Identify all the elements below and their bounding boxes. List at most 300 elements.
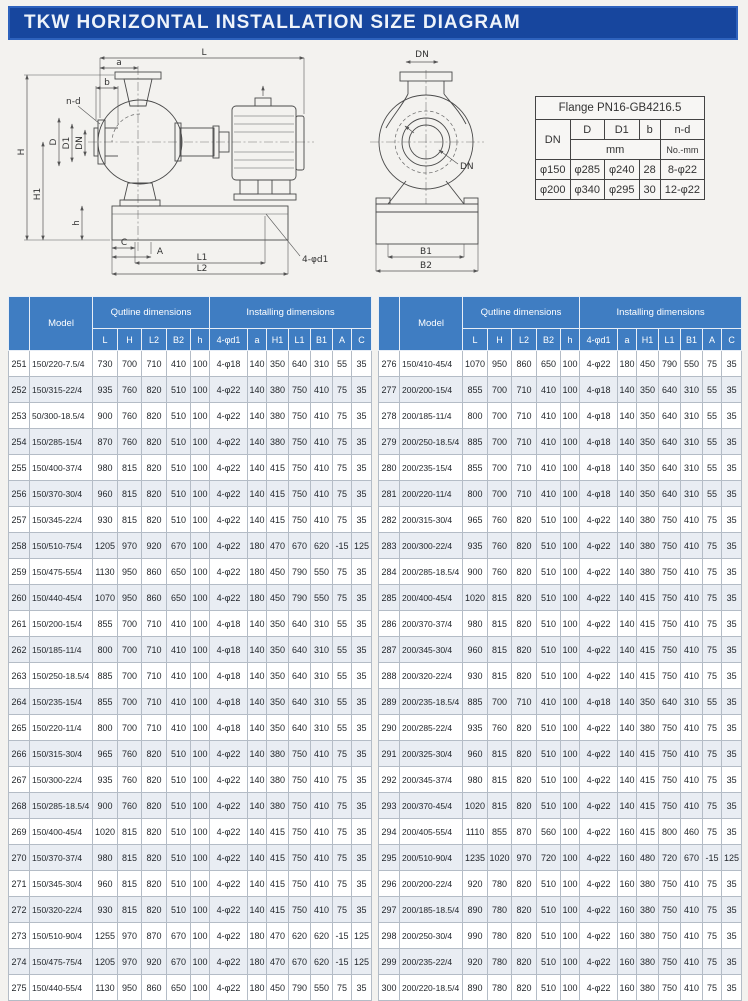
dimension-cell: 450 xyxy=(267,559,289,585)
dimension-cell: 700 xyxy=(488,429,512,455)
dimension-cell: 750 xyxy=(659,949,681,975)
dimension-cell: 4-φ18 xyxy=(580,455,618,481)
table-row xyxy=(379,507,742,533)
dimension-cell: 140 xyxy=(618,611,637,637)
dimension-cell: 4-φ18 xyxy=(210,637,248,663)
dim-label-H: H xyxy=(17,148,27,156)
row-index-cell: 261 xyxy=(9,611,30,637)
dimension-cell: 140 xyxy=(618,715,637,741)
dimension-cell: 100 xyxy=(561,845,580,871)
dimension-cell: 180 xyxy=(248,923,267,949)
dimension-cell: 640 xyxy=(289,715,311,741)
dimension-cell: 410 xyxy=(537,455,561,481)
dimension-cell: 35 xyxy=(722,533,742,559)
dimension-cell: 410 xyxy=(681,507,703,533)
dimension-cell: 100 xyxy=(191,455,210,481)
dimension-cell: 310 xyxy=(311,637,333,663)
model-cell: 150/440-45/4 xyxy=(30,585,93,611)
dimension-cell: 670 xyxy=(167,949,191,975)
dimension-cell: 35 xyxy=(722,741,742,767)
dimension-cell: 380 xyxy=(637,559,659,585)
dimension-cell: 4-φ22 xyxy=(210,429,248,455)
dimension-cell: 800 xyxy=(93,715,118,741)
dimension-cell: 100 xyxy=(561,377,580,403)
dimension-cell: 960 xyxy=(93,871,118,897)
dimension-cell: 410 xyxy=(311,429,333,455)
dimension-cell: 990 xyxy=(463,923,488,949)
dimension-cell: 900 xyxy=(93,793,118,819)
dim-label-L2: L2 xyxy=(196,264,208,274)
row-index-cell: 252 xyxy=(9,377,30,403)
header-L: L xyxy=(93,329,118,351)
dimension-cell: 35 xyxy=(722,611,742,637)
model-cell: 200/320-22/4 xyxy=(400,663,463,689)
dimension-cell: 35 xyxy=(722,819,742,845)
dimension-cell: 415 xyxy=(637,741,659,767)
dimension-cell: 140 xyxy=(248,845,267,871)
dimension-cell: 750 xyxy=(659,663,681,689)
table-row xyxy=(9,533,372,559)
dimension-cell: 640 xyxy=(289,351,311,377)
dimension-cell: 75 xyxy=(333,871,352,897)
dimension-cell: 415 xyxy=(637,611,659,637)
dimension-cell: 410 xyxy=(311,377,333,403)
dimension-cell: 700 xyxy=(488,377,512,403)
dimension-cell: 410 xyxy=(311,481,333,507)
model-cell: 200/345-37/4 xyxy=(400,767,463,793)
dimension-cell: 820 xyxy=(142,767,167,793)
header-model: Model xyxy=(400,297,463,351)
dimension-cell: 55 xyxy=(333,637,352,663)
table-row xyxy=(379,455,742,481)
flange-table-title: Flange PN16-GB4216.5 xyxy=(536,97,705,120)
dim-label-D1: D1 xyxy=(62,136,72,150)
header-4-d1: 4-φd1 xyxy=(210,329,248,351)
dimension-cell: 560 xyxy=(537,819,561,845)
dimension-cell: 460 xyxy=(681,819,703,845)
dimension-cell: 75 xyxy=(333,819,352,845)
dimension-cell: 750 xyxy=(659,793,681,819)
dimension-cell: 410 xyxy=(681,793,703,819)
dimension-cell: 950 xyxy=(118,585,142,611)
dimension-cell: 510 xyxy=(537,663,561,689)
dim-label-4-d1: 4-φd1 xyxy=(302,255,329,265)
dimension-cell: 100 xyxy=(191,351,210,377)
dimension-cell: 75 xyxy=(703,533,722,559)
row-index-cell: 256 xyxy=(9,481,30,507)
dimension-cell: 140 xyxy=(248,637,267,663)
title-banner xyxy=(8,6,738,40)
dimension-cell: 100 xyxy=(561,637,580,663)
table-row xyxy=(9,611,372,637)
row-index-cell: 293 xyxy=(379,793,400,819)
dimension-cell: 510 xyxy=(537,871,561,897)
dimension-cell: 670 xyxy=(167,923,191,949)
dimension-cell: 75 xyxy=(703,871,722,897)
model-cell: 200/405-55/4 xyxy=(400,819,463,845)
dimension-cell: 75 xyxy=(333,793,352,819)
dimension-cell: 710 xyxy=(142,351,167,377)
dimension-cell: 100 xyxy=(561,481,580,507)
dimension-cell: 75 xyxy=(333,845,352,871)
dimension-cell: 100 xyxy=(561,897,580,923)
dimension-cell: 4-φ22 xyxy=(210,741,248,767)
dimension-cell: 790 xyxy=(289,975,311,1001)
header-L1: L1 xyxy=(659,329,681,351)
dimension-cell: 380 xyxy=(637,507,659,533)
dimension-cell: 100 xyxy=(561,871,580,897)
model-cell: 150/250-18.5/4 xyxy=(30,663,93,689)
dim-label-L1: L1 xyxy=(196,253,208,263)
row-index-cell: 258 xyxy=(9,533,30,559)
dimension-cell: 1255 xyxy=(93,923,118,949)
dimension-cell: 160 xyxy=(618,949,637,975)
dimension-cell: 920 xyxy=(463,871,488,897)
dimension-cell: 310 xyxy=(681,689,703,715)
dimension-cell: 650 xyxy=(167,975,191,1001)
dimension-cell: 35 xyxy=(352,559,372,585)
dimension-cell: 4-φ22 xyxy=(580,767,618,793)
dimension-cell: 890 xyxy=(463,897,488,923)
dimension-cell: 640 xyxy=(659,455,681,481)
dimension-cell: 820 xyxy=(512,741,537,767)
dimension-cell: 620 xyxy=(289,923,311,949)
dimension-cell: 510 xyxy=(167,767,191,793)
dimension-cell: 935 xyxy=(93,767,118,793)
dimension-cell: 750 xyxy=(659,507,681,533)
dimension-cell: 35 xyxy=(722,481,742,507)
row-index-cell: 295 xyxy=(379,845,400,871)
dimension-cell: 470 xyxy=(267,533,289,559)
dimension-cell: 410 xyxy=(311,845,333,871)
table-row xyxy=(379,663,742,689)
dimension-cell: 750 xyxy=(289,793,311,819)
dimension-cell: 1205 xyxy=(93,949,118,975)
dimension-cell: 750 xyxy=(659,715,681,741)
dimension-cell: 620 xyxy=(311,533,333,559)
dimension-cell: 650 xyxy=(537,351,561,377)
dimension-cell: 35 xyxy=(722,923,742,949)
header-B1: B1 xyxy=(311,329,333,351)
dimension-cell: 870 xyxy=(93,429,118,455)
dimension-cell: 35 xyxy=(352,637,372,663)
dimension-cell: 820 xyxy=(142,507,167,533)
dimension-cell: 410 xyxy=(167,637,191,663)
table-row xyxy=(9,507,372,533)
dimension-cell: 550 xyxy=(311,975,333,1001)
dimension-cell: 35 xyxy=(352,715,372,741)
dimension-cell: 710 xyxy=(142,689,167,715)
pump-front-view-diagram xyxy=(358,44,536,284)
row-index-cell: 266 xyxy=(9,741,30,767)
model-cell: 150/285-18.5/4 xyxy=(30,793,93,819)
dimension-cell: 510 xyxy=(167,897,191,923)
dimension-cell: 415 xyxy=(267,897,289,923)
dimension-cell: 815 xyxy=(488,611,512,637)
model-cell: 200/185-18.5/4 xyxy=(400,897,463,923)
dimension-cell: 140 xyxy=(618,637,637,663)
dimension-cell: 380 xyxy=(267,377,289,403)
dimension-cell: 720 xyxy=(537,845,561,871)
dimension-cell: 550 xyxy=(311,559,333,585)
dimension-cell: 750 xyxy=(659,559,681,585)
dimension-cell: 310 xyxy=(681,455,703,481)
dimension-cell: 510 xyxy=(167,741,191,767)
dimension-cell: 870 xyxy=(142,923,167,949)
row-index-cell: 278 xyxy=(379,403,400,429)
dimension-cell: 4-φ18 xyxy=(580,689,618,715)
header-H: H xyxy=(488,329,512,351)
dimension-cell: 35 xyxy=(722,715,742,741)
dimension-cell: 35 xyxy=(722,507,742,533)
dimension-cell: 820 xyxy=(142,871,167,897)
dimension-cell: 100 xyxy=(561,689,580,715)
dimension-cell: 700 xyxy=(488,481,512,507)
dimension-cell: 140 xyxy=(618,741,637,767)
dimension-cell: 510 xyxy=(167,403,191,429)
dimension-cell: 935 xyxy=(463,533,488,559)
dimension-cell: 75 xyxy=(333,403,352,429)
row-index-cell: 274 xyxy=(9,949,30,975)
dimension-cell: 410 xyxy=(681,923,703,949)
dimension-cell: 820 xyxy=(142,897,167,923)
dimension-cell: 100 xyxy=(191,975,210,1001)
model-cell: 150/320-22/4 xyxy=(30,897,93,923)
dimension-cell: 380 xyxy=(637,897,659,923)
flange-cell: 12-φ22 xyxy=(660,180,704,200)
dimension-cell: 510 xyxy=(167,481,191,507)
header-L: L xyxy=(463,329,488,351)
dimension-cell: 900 xyxy=(463,559,488,585)
row-index-cell: 279 xyxy=(379,429,400,455)
dimension-cell: 710 xyxy=(512,377,537,403)
dimension-cell: 140 xyxy=(248,767,267,793)
dimension-cell: 180 xyxy=(248,585,267,611)
dimension-cell: 885 xyxy=(463,689,488,715)
dimension-cell: 415 xyxy=(267,481,289,507)
model-cell: 200/235-15/4 xyxy=(400,455,463,481)
model-cell: 200/220-18.5/4 xyxy=(400,975,463,1001)
dimension-cell: 815 xyxy=(488,585,512,611)
dimension-cell: 415 xyxy=(267,871,289,897)
header-installing-group: Installing dimensions xyxy=(210,297,372,329)
dimension-cell: 100 xyxy=(561,403,580,429)
dimension-cell: 410 xyxy=(311,455,333,481)
table-row xyxy=(379,377,742,403)
dimension-cell: 35 xyxy=(722,663,742,689)
dimension-cell: 800 xyxy=(93,637,118,663)
dimension-cell: 855 xyxy=(463,455,488,481)
model-cell: 150/475-55/4 xyxy=(30,559,93,585)
dimension-cell: 75 xyxy=(333,559,352,585)
dimension-cell: 35 xyxy=(352,689,372,715)
dimension-cell: 960 xyxy=(463,637,488,663)
dimension-cell: 1020 xyxy=(463,793,488,819)
dimension-cell: 35 xyxy=(352,585,372,611)
dimension-cell: 160 xyxy=(618,897,637,923)
dimension-cell: 790 xyxy=(659,351,681,377)
dim-label-n-d: n-d xyxy=(66,97,81,107)
flange-cell: φ240 xyxy=(605,160,640,180)
model-cell: 200/235-18.5/4 xyxy=(400,689,463,715)
dimension-cell: 35 xyxy=(722,377,742,403)
dimension-cell: 75 xyxy=(703,507,722,533)
dimension-cell: 750 xyxy=(659,923,681,949)
dimension-cell: 410 xyxy=(681,871,703,897)
dimension-cell: 410 xyxy=(681,741,703,767)
model-cell: 200/200-22/4 xyxy=(400,871,463,897)
dimension-cell: 900 xyxy=(93,403,118,429)
dimension-cell: 180 xyxy=(248,533,267,559)
installation-table-left xyxy=(8,296,372,1001)
dimension-cell: 700 xyxy=(488,455,512,481)
dimension-cell: 75 xyxy=(703,767,722,793)
dimension-cell: 310 xyxy=(681,403,703,429)
header-L2: L2 xyxy=(142,329,167,351)
dimension-cell: 510 xyxy=(537,559,561,585)
dimension-cell: 790 xyxy=(289,559,311,585)
dimension-cell: 4-φ22 xyxy=(210,793,248,819)
table-row xyxy=(9,585,372,611)
header-4-d1: 4-φd1 xyxy=(580,329,618,351)
dimension-cell: 855 xyxy=(93,611,118,637)
dimension-cell: 35 xyxy=(352,767,372,793)
dimension-cell: 160 xyxy=(618,819,637,845)
dimension-cell: 4-φ22 xyxy=(580,793,618,819)
dimension-cell: 410 xyxy=(311,403,333,429)
dimension-cell: 140 xyxy=(248,351,267,377)
dimension-cell: 4-φ22 xyxy=(210,533,248,559)
row-index-cell: 277 xyxy=(379,377,400,403)
dimension-cell: 75 xyxy=(703,611,722,637)
dimension-cell: 4-φ22 xyxy=(210,481,248,507)
header-index-blank xyxy=(379,297,400,351)
flange-col-d1: D1 xyxy=(605,120,640,140)
dimension-cell: 100 xyxy=(191,533,210,559)
dimension-cell: 820 xyxy=(512,871,537,897)
dimension-cell: 410 xyxy=(167,611,191,637)
dimension-cell: 350 xyxy=(637,689,659,715)
dimension-cell: -15 xyxy=(333,533,352,559)
dimension-cell: 1110 xyxy=(463,819,488,845)
dimension-cell: 820 xyxy=(142,429,167,455)
dimension-cell: 410 xyxy=(537,403,561,429)
dimension-cell: 410 xyxy=(311,871,333,897)
dimension-cell: 55 xyxy=(703,481,722,507)
dimension-cell: 100 xyxy=(191,507,210,533)
dimension-cell: 820 xyxy=(512,585,537,611)
dimension-cell: 415 xyxy=(637,767,659,793)
dimension-cell: 410 xyxy=(311,897,333,923)
dimension-cell: 710 xyxy=(512,481,537,507)
dimension-cell: 140 xyxy=(248,507,267,533)
dimension-cell: 380 xyxy=(267,767,289,793)
row-index-cell: 253 xyxy=(9,403,30,429)
dimension-cell: 380 xyxy=(267,429,289,455)
dimension-cell: 75 xyxy=(703,663,722,689)
dimension-cell: 75 xyxy=(703,585,722,611)
dimension-cell: 510 xyxy=(537,533,561,559)
dimension-cell: 760 xyxy=(118,377,142,403)
dimension-cell: 35 xyxy=(722,637,742,663)
dimension-cell: 100 xyxy=(191,897,210,923)
dimension-cell: 35 xyxy=(722,949,742,975)
dimension-cell: 4-φ18 xyxy=(580,429,618,455)
dimension-cell: 55 xyxy=(703,689,722,715)
dimension-cell: 855 xyxy=(93,689,118,715)
dimension-cell: 710 xyxy=(142,611,167,637)
dimension-cell: 410 xyxy=(167,715,191,741)
dimension-cell: 750 xyxy=(659,767,681,793)
dimension-cell: 820 xyxy=(512,611,537,637)
dimension-cell: 640 xyxy=(659,481,681,507)
dimension-cell: 4-φ18 xyxy=(210,351,248,377)
header-installing-group: Installing dimensions xyxy=(580,297,742,329)
dimension-cell: 510 xyxy=(537,975,561,1001)
table-row xyxy=(379,975,742,1001)
dimension-cell: 700 xyxy=(488,403,512,429)
dimension-cell: 55 xyxy=(333,351,352,377)
header-L1: L1 xyxy=(289,329,311,351)
dimension-cell: 100 xyxy=(561,663,580,689)
dimension-cell: 4-φ18 xyxy=(210,689,248,715)
dimension-cell: 790 xyxy=(289,585,311,611)
dimension-cell: 750 xyxy=(289,897,311,923)
dimension-cell: 970 xyxy=(118,533,142,559)
dimension-cell: 35 xyxy=(352,481,372,507)
dim-label-B2: B2 xyxy=(420,261,432,271)
flange-cell: φ340 xyxy=(570,180,605,200)
dimension-cell: 35 xyxy=(352,871,372,897)
dimension-cell: 75 xyxy=(703,715,722,741)
header-index-blank xyxy=(9,297,30,351)
header-A: A xyxy=(703,329,722,351)
dimension-cell: 100 xyxy=(191,377,210,403)
dimension-cell: 35 xyxy=(722,793,742,819)
flange-row xyxy=(536,180,705,200)
dimension-cell: 710 xyxy=(512,455,537,481)
table-row xyxy=(9,871,372,897)
installation-table-right xyxy=(378,296,742,1001)
dimension-cell: 140 xyxy=(248,689,267,715)
dim-label-L: L xyxy=(201,48,207,58)
header-B2: B2 xyxy=(167,329,191,351)
dimension-cell: 125 xyxy=(352,949,372,975)
flange-row xyxy=(536,160,705,180)
dimension-cell: 815 xyxy=(488,767,512,793)
dimension-cell: 410 xyxy=(681,637,703,663)
dimension-cell: 75 xyxy=(703,637,722,663)
dimension-cell: 930 xyxy=(93,897,118,923)
dimension-cell: 750 xyxy=(289,377,311,403)
dimension-cell: 820 xyxy=(142,481,167,507)
dimension-cell: 310 xyxy=(681,481,703,507)
flange-col-dn: DN xyxy=(536,120,571,160)
dimension-cell: 350 xyxy=(637,403,659,429)
table-row xyxy=(9,793,372,819)
dimension-cell: 140 xyxy=(618,429,637,455)
dimension-cell: 640 xyxy=(289,637,311,663)
model-cell: 150/370-37/4 xyxy=(30,845,93,871)
dimension-cell: 820 xyxy=(142,793,167,819)
row-index-cell: 281 xyxy=(379,481,400,507)
dimension-cell: 410 xyxy=(681,767,703,793)
dimension-cell: -15 xyxy=(333,923,352,949)
dimension-cell: 980 xyxy=(93,455,118,481)
dimension-cell: 750 xyxy=(289,481,311,507)
dimension-cell: 815 xyxy=(118,897,142,923)
flange-col-b: b xyxy=(639,120,660,140)
